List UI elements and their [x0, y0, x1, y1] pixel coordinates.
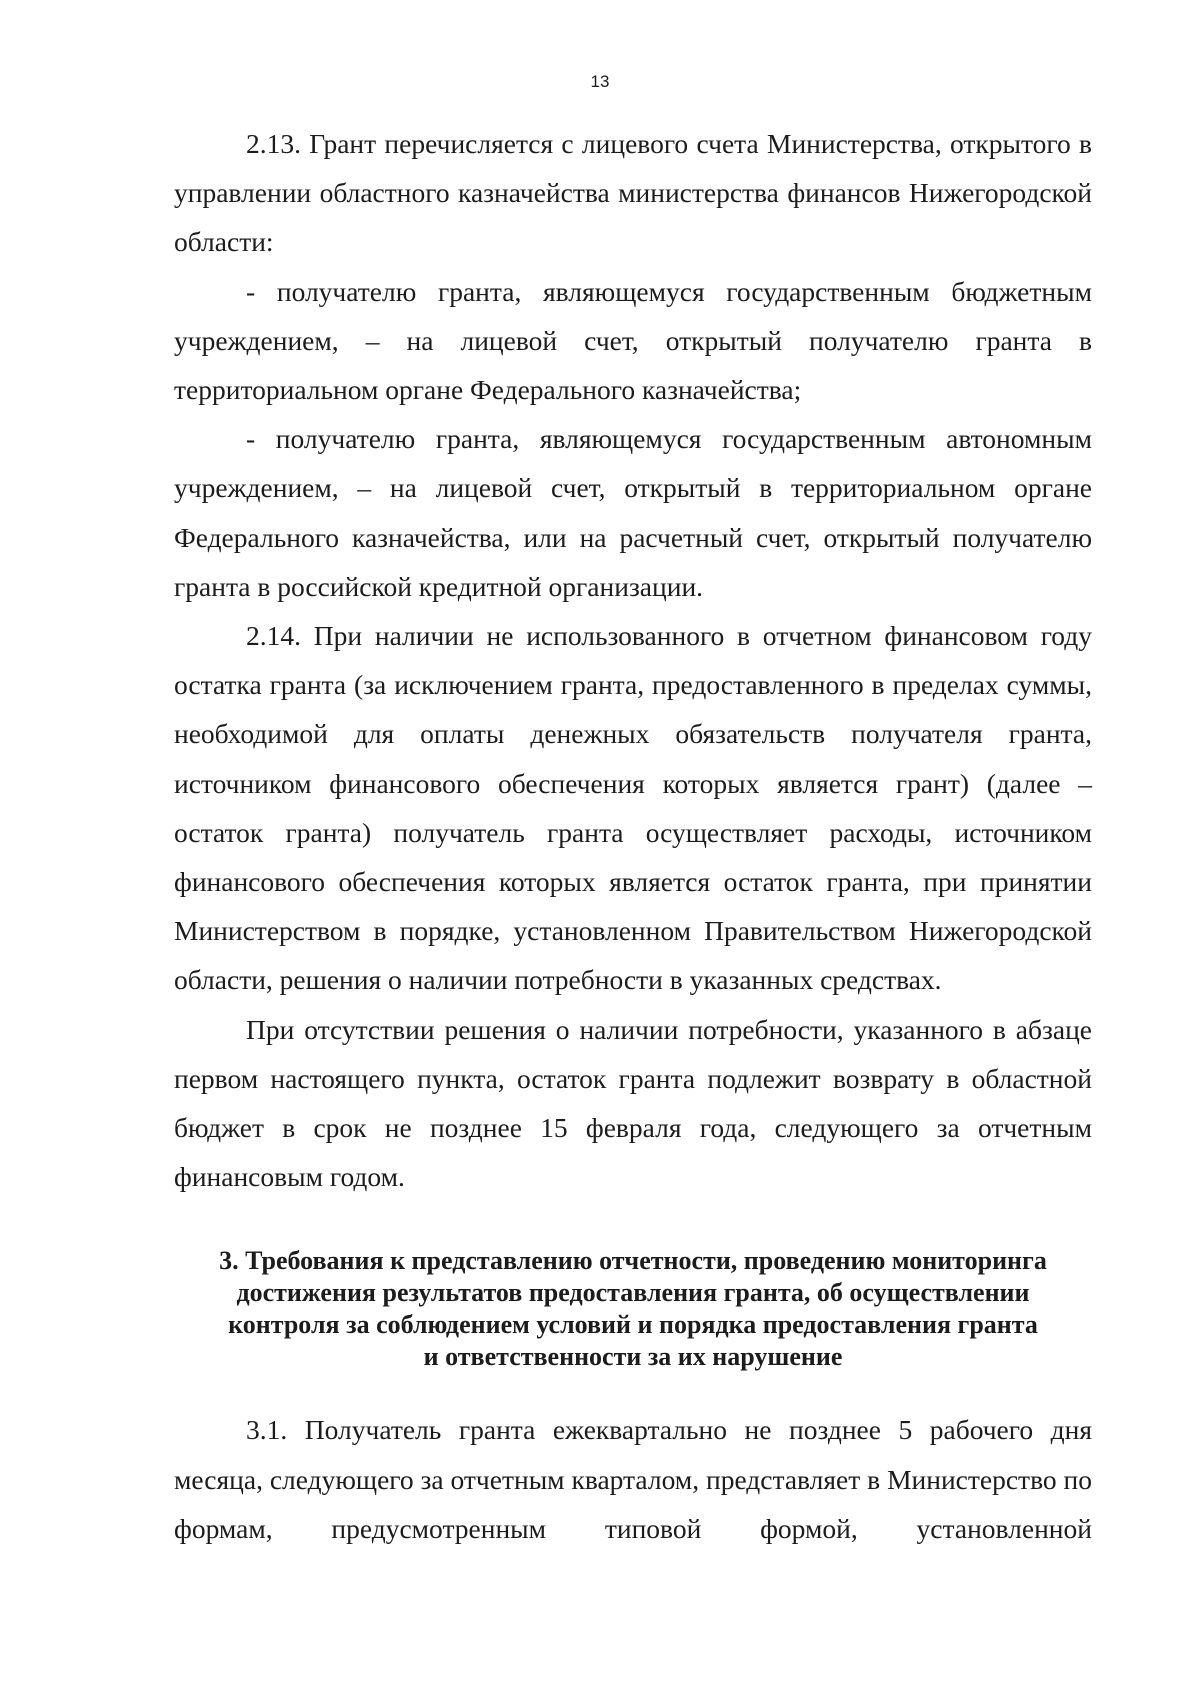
document-body: [174, 119, 1092, 1553]
paragraph-autonomous-institution: - получателю гранта, являющемуся государственным автономным учреждением, – на лицевой счет, открытый в территориальном органе Федерального казначейства, или на расчетный счет, открытый получателю гранта в российской кредитной организации.: [174, 423, 1092, 602]
paragraph-3-1: 3.1. Получатель гранта ежеквартально не позднее 5 рабочего дня месяца, следующего за отчетным кварталом, представляет в Министерство по формам, предусмотренным типовой формой, установленной: [174, 1414, 1092, 1544]
page-number: 13: [590, 72, 610, 91]
paragraph-budget-institution: - получателю гранта, являющемуся государственным бюджетным учреждением, – на лицевой счет, открытый получателю гранта в территориальном органе Федерального казначейства;: [174, 275, 1092, 406]
paragraph-2-14: 2.14. При наличии не использованного в отчетном финансовом году остатка гранта (за исключением гранта, предоставленного в пределах суммы, необходимой для оплаты денежных обязательств получателя гранта, источником финансового обеспечения которых является грант) (далее – остаток гранта) получатель гранта осуществляет расходы, источником финансового обеспечения которых является остаток гранта, при принятии Министерством в порядке, установленном Правительством Нижегородской области, решения о наличии потребности в указанных средствах.: [174, 620, 1092, 996]
section-heading-line: и ответственности за их нарушение: [423, 1342, 843, 1372]
section-heading-line: контроля за соблюдением условий и порядка предоставления гранта: [228, 1310, 1038, 1340]
paragraph-2-13: 2.13. Грант перечисляется с лицевого счета Министерства, открытого в управлении областного казначейства министерства финансов Нижегородской области:: [174, 128, 1092, 258]
section-3-heading: [174, 1245, 1092, 1373]
section-heading-line: 3. Требования к представлению отчетности, проведению мониторинга: [219, 1246, 1047, 1276]
paragraph-refund: При отсутствии решения о наличии потребности, указанного в абзаце первом настоящего пункта, остаток гранта подлежит возврату в областной бюджет в срок не позднее 15 февраля года, следующего за отчетным финансовым годом.: [174, 1013, 1092, 1193]
section-heading-line: достижения результатов предоставления гранта, об осуществлении: [236, 1278, 1030, 1308]
